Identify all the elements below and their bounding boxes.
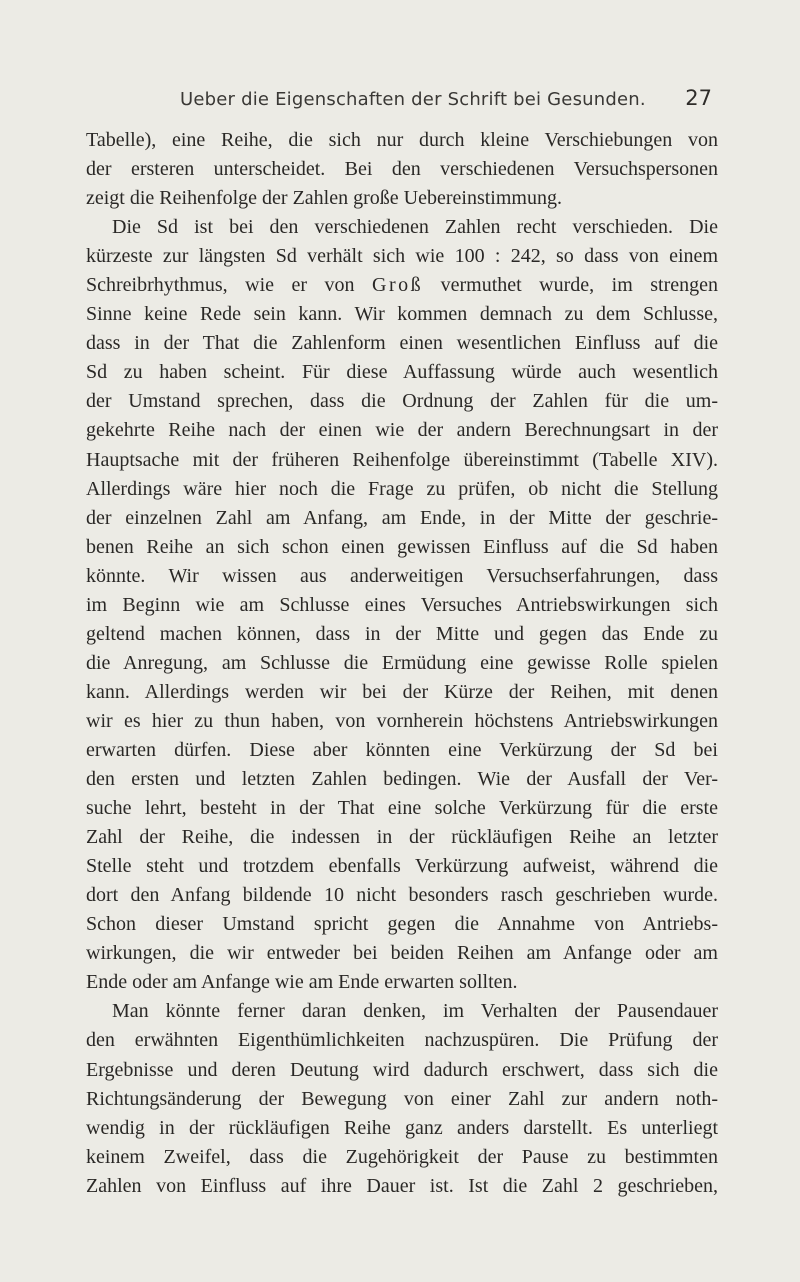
text-line: der ersteren unterscheidet. Bei den verschiedenen Versuchspersonen: [86, 158, 718, 181]
text-line: kürzeste zur längsten Sd verhält sich wie 100 : 242, so dass von einem: [86, 245, 718, 268]
text-line: Zahlen von Einfluss auf ihre Dauer ist. Ist die Zahl 2 geschrieben,: [86, 1174, 718, 1197]
text-line: Stelle steht und trotzdem ebenfalls Verkürzung aufweist, während die: [86, 855, 718, 878]
text-line: der Umstand sprechen, dass die Ordnung der Zahlen für die um-: [86, 390, 718, 413]
text-line: erwarten dürfen. Diese aber könnten eine Verkürzung der Sd bei: [86, 738, 718, 761]
text-line: im Beginn wie am Schlusse eines Versuches Antriebswirkungen sich: [86, 593, 718, 616]
text-line: Tabelle), eine Reihe, die sich nur durch kleine Verschiebungen von: [86, 129, 718, 151]
text-line: dort den Anfang bildende 10 nicht besonders rasch geschrieben wurde.: [86, 884, 718, 907]
text-line: Richtungsänderung der Bewegung von einer Zahl zur andern noth-: [86, 1087, 718, 1110]
text-line: keinem Zweifel, dass die Zugehörigkeit der Pause zu bestimmten: [86, 1145, 718, 1168]
text-line: gekehrte Reihe nach der einen wie der andern Berechnungsart in der: [86, 419, 718, 442]
page-number: 27: [685, 86, 712, 110]
text-line: Allerdings wäre hier noch die Frage zu prüfen, ob nicht die Stellung: [86, 477, 718, 500]
text-line: geltend machen können, dass in der Mitte und gegen das Ende zu: [86, 622, 718, 645]
text-line: zeigt die Reihenfolge der Zahlen große Uebereinstimmung.: [86, 187, 562, 210]
text-line: dass in der That die Zahlenform einen wesentlichen Einfluss auf die: [86, 332, 718, 355]
text-line: Zahl der Reihe, die indessen in der rückläufigen Reihe an letzter: [86, 826, 718, 849]
text-line: Man könnte ferner daran denken, im Verhalten der Pausendauer: [112, 1000, 718, 1023]
text-line: [86, 271, 718, 300]
text-line: könnte. Wir wissen aus anderweitigen Versuchserfahrungen, dass: [86, 564, 718, 587]
text-line: wir es hier zu thun haben, von vornherein höchstens Antriebswirkungen: [86, 709, 718, 732]
text-line: kann. Allerdings werden wir bei der Kürze der Reihen, mit denen: [86, 680, 718, 703]
text-line: der einzelnen Zahl am Anfang, am Ende, in der Mitte der geschrie-: [86, 506, 718, 529]
text-line: Hauptsache mit der früheren Reihenfolge übereinstimmt (Tabelle XIV).: [86, 448, 718, 471]
author-name: Groß: [372, 274, 424, 297]
text-line: den erwähnten Eigenthümlichkeiten nachzuspüren. Die Prüfung der: [86, 1029, 718, 1052]
text-line: Sd zu haben scheint. Für diese Auffassung würde auch wesentlich: [86, 361, 718, 384]
text-line: Ergebnisse und deren Deutung wird dadurch erschwert, dass sich die: [86, 1058, 718, 1081]
text-line: benen Reihe an sich schon einen gewissen Einfluss auf die Sd haben: [86, 535, 718, 558]
text-line: Schon dieser Umstand spricht gegen die Annahme von Antriebs-: [86, 913, 718, 936]
text-line: den ersten und letzten Zahlen bedingen. Wie der Ausfall der Ver-: [86, 768, 718, 791]
text-line: wirkungen, die wir entweder bei beiden Reihen am Anfange oder am: [86, 942, 718, 965]
text-line: wendig in der rückläufigen Reihe ganz anders darstellt. Es unterliegt: [86, 1116, 718, 1139]
text-line: suche lehrt, besteht in der That eine solche Verkürzung für die erste: [86, 797, 718, 820]
body-text: [86, 126, 718, 1201]
running-head: Ueber die Eigenschaften der Schrift bei Gesunden.: [180, 89, 646, 110]
page-header: [86, 86, 716, 116]
text-segment: Schreibrhythmus, wie er von: [86, 274, 373, 297]
text-line: Die Sd ist bei den verschiedenen Zahlen recht verschieden. Die: [112, 216, 718, 239]
text-line: die Anregung, am Schlusse die Ermüdung eine gewisse Rolle spielen: [86, 651, 718, 674]
text-segment: vermuthet wurde, im strengen: [423, 274, 718, 297]
text-line: Ende oder am Anfange wie am Ende erwarten sollten.: [86, 971, 518, 994]
text-line: Sinne keine Rede sein kann. Wir kommen demnach zu dem Schlusse,: [86, 303, 718, 326]
